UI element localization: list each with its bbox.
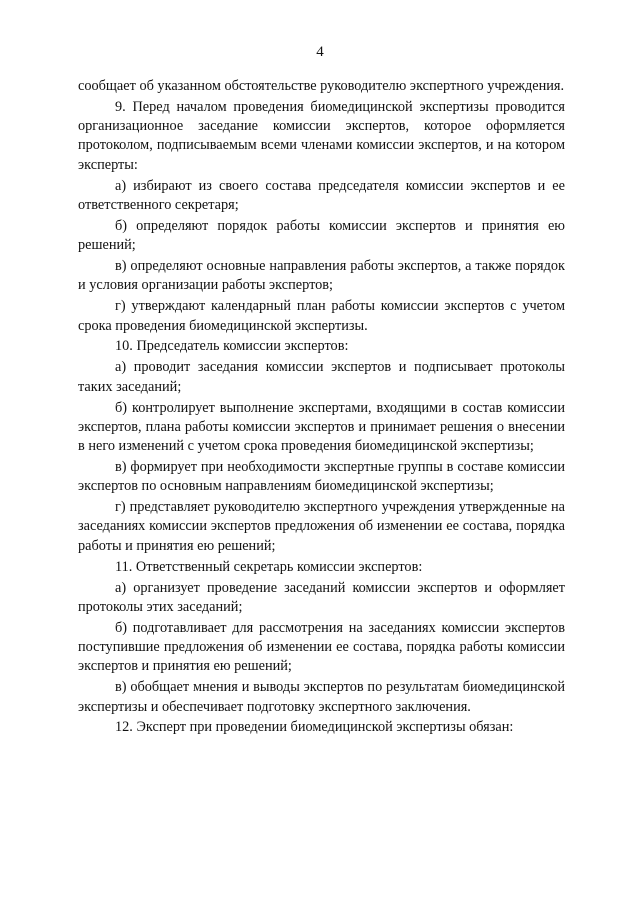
paragraph-clause-9g: г) утверждают календарный план работы комиссии экспертов с учетом срока проведения биомедицинской экспертизы. xyxy=(78,298,565,334)
paragraph-clause-11: 11. Ответственный секретарь комиссии экспертов: xyxy=(115,558,423,575)
paragraph-clause-10g: г) представляет руководителю экспертного учреждения утвержденные на заседаниях комиссии экспертов предложения об изменении ее состава, порядка работы и принятия ею решений; xyxy=(78,499,565,554)
paragraph-clause-9: 9. Перед началом проведения биомедицинской экспертизы проводится организационное заседание комиссии экспертов, которое оформляется протоколом, подписываемым всеми членами комиссии экспертов, и на котором эксперты: xyxy=(78,98,565,173)
paragraph-clause-11v: в) обобщает мнения и выводы экспертов по результатам биомедицинской экспертизы и обеспечивает подготовку экспертного заключения. xyxy=(78,679,565,715)
document-body xyxy=(78,77,565,739)
paragraph-clause-11a: а) организует проведение заседаний комиссии экспертов и оформляет протоколы этих заседаний; xyxy=(78,579,565,615)
paragraph-continuation: сообщает об указанном обстоятельстве руководителю экспертного учреждения. xyxy=(78,78,565,94)
paragraph-clause-10b: б) контролирует выполнение экспертами, входящими в состав комиссии экспертов, плана работы комиссии экспертов и принимает решения о внесении в него изменений с учетом срока проведения биомедицинской экспертизы; xyxy=(78,399,565,455)
paragraph-clause-9b: б) определяют порядок работы комиссии экспертов и принятия ею решений; xyxy=(78,217,565,254)
paragraph-clause-11b: б) подготавливает для рассмотрения на заседаниях комиссии экспертов поступившие предложения об изменении ее состава, порядка работы комиссии экспертов и принятия ею решений; xyxy=(78,619,565,675)
paragraph-clause-10: 10. Председатель комиссии экспертов: xyxy=(115,338,349,355)
paragraph-clause-12: 12. Эксперт при проведении биомедицинской экспертизы обязан: xyxy=(115,719,514,736)
paragraph-clause-10v: в) формирует при необходимости экспертные группы в составе комиссии экспертов по основным направлениям биомедицинской экспертизы; xyxy=(78,458,565,495)
page-number: 4 xyxy=(316,44,324,60)
paragraph-clause-9a: а) избирают из своего состава председателя комиссии экспертов и ее ответственного секретаря; xyxy=(78,177,565,213)
paragraph-clause-10a: а) проводит заседания комиссии экспертов и подписывает протоколы таких заседаний; xyxy=(78,359,565,395)
paragraph-clause-9v: в) определяют основные направления работы экспертов, а также порядок и условия организации работы экспертов; xyxy=(78,258,565,294)
